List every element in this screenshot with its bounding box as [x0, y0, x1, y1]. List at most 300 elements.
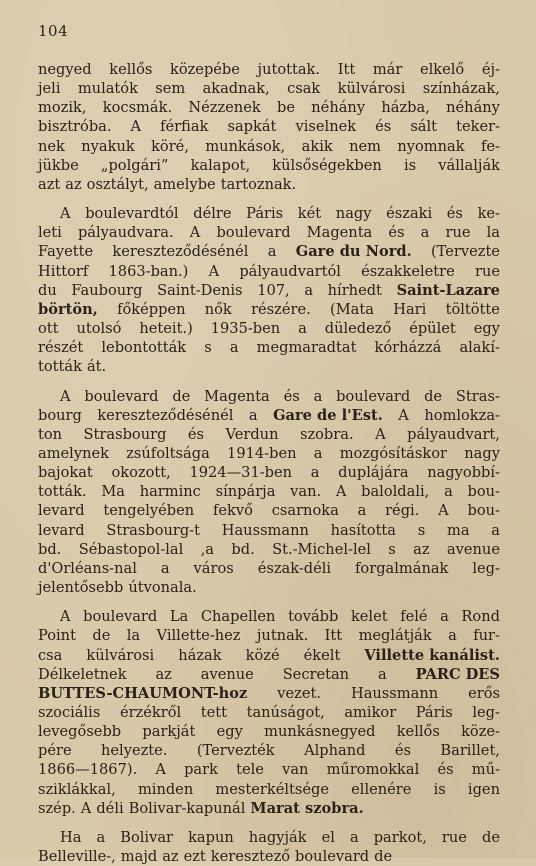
word: is: [403, 156, 417, 174]
text-line: [38, 300, 500, 319]
text-line: [38, 281, 500, 300]
word: mű-: [471, 761, 500, 779]
word: tartoznak.: [220, 175, 297, 193]
word: pére: [38, 742, 72, 760]
word: Ha: [60, 828, 82, 846]
word: és: [187, 425, 205, 443]
word: Páris: [246, 205, 284, 223]
word: köré,: [151, 137, 189, 155]
word: színházak,: [422, 80, 500, 98]
word: bajokat: [38, 464, 93, 482]
word: Itt: [324, 627, 343, 645]
word: megmaradtat: [256, 339, 357, 357]
word: 1924—31-ben: [189, 464, 293, 482]
word: el: [321, 828, 335, 846]
word: és: [375, 118, 392, 136]
word: amelybe: [153, 175, 216, 193]
text-line: [38, 607, 500, 626]
word: homlokza-: [424, 406, 500, 424]
word: börtön,: [38, 300, 98, 318]
word: tengelyében: [103, 502, 195, 520]
paragraph-gap: [38, 377, 500, 387]
word: már: [372, 61, 403, 78]
word: város: [193, 559, 234, 577]
word: de: [481, 828, 500, 846]
word: boulevard: [83, 608, 158, 626]
word: van: [282, 761, 309, 779]
word: Villette kanálist.: [364, 646, 500, 664]
word: de: [424, 387, 443, 405]
word: fe-: [480, 137, 500, 155]
word: Hittorf: [38, 262, 89, 280]
word: bou-: [467, 483, 500, 501]
word: Belleville-,: [38, 848, 116, 866]
word: levard: [38, 521, 85, 539]
text-line: [38, 559, 500, 578]
word: be: [277, 99, 295, 117]
word: leg-: [472, 704, 500, 721]
word: helyezte.: [101, 742, 168, 760]
word: csarnoka: [271, 502, 339, 520]
word: nem: [349, 137, 381, 155]
word: és: [437, 761, 454, 779]
word: elkelő: [419, 61, 465, 78]
word: a: [349, 828, 359, 846]
word: a: [248, 406, 258, 424]
word: d'Orléans-nal: [38, 559, 137, 577]
word: mozgósításkor: [339, 444, 447, 462]
word: akadnak,: [202, 80, 270, 98]
word: „polgári”: [100, 156, 169, 174]
word: északi: [386, 205, 433, 223]
word: tovább: [288, 608, 339, 626]
word: A: [335, 483, 347, 501]
word: a: [229, 339, 239, 357]
word: s: [417, 521, 426, 539]
word: negyed: [38, 61, 92, 78]
word: mulatók: [77, 80, 138, 98]
word: a: [448, 627, 457, 645]
word: csa: [38, 646, 63, 664]
word: amelynek: [38, 444, 109, 462]
word: fur-: [473, 627, 500, 645]
word: hagyják: [248, 828, 307, 846]
text-line: [38, 204, 500, 223]
word: a: [491, 521, 500, 539]
word: ott: [38, 320, 59, 338]
word: avenue: [200, 665, 254, 683]
word: mesterkéltsége: [215, 780, 329, 798]
word: és: [283, 387, 300, 405]
word: nagy: [335, 205, 372, 223]
word: la: [126, 627, 141, 645]
word: Strasbourg: [83, 425, 167, 443]
word: park: [184, 761, 218, 779]
word: Stras-: [455, 387, 500, 405]
word: parkját: [142, 723, 196, 741]
word: boulevard: [336, 387, 411, 405]
word: igen: [467, 780, 500, 798]
word: ellenére: [351, 780, 412, 798]
word: a: [313, 387, 323, 405]
word: levegősebb: [38, 723, 122, 741]
word: Ma: [101, 483, 125, 501]
text-line: [38, 741, 500, 760]
word: 1866—1867).: [38, 761, 138, 779]
word: szép.: [38, 799, 76, 817]
word: részét: [38, 339, 84, 357]
paragraph-gap: [38, 597, 500, 607]
word: pályaudvartól: [239, 262, 341, 280]
word: Barillet,: [440, 742, 500, 760]
word: töltötte: [445, 300, 500, 318]
word: Magenta: [204, 387, 270, 405]
word: jükbe: [38, 156, 79, 174]
word: is: [433, 780, 446, 798]
word: Haussmann: [350, 684, 439, 702]
word: Sébastopol-lal: [78, 540, 184, 558]
word: nyomnak: [397, 137, 465, 155]
text-line: [38, 722, 500, 741]
text-line: [38, 98, 500, 117]
text-line: [38, 137, 500, 156]
text-line: [38, 242, 500, 261]
paragraph: [38, 60, 500, 194]
text-line: [38, 60, 500, 79]
word: (Tervezték: [196, 742, 275, 760]
paragraph: [38, 204, 500, 376]
word: kellős: [109, 61, 153, 78]
word: boulevard: [216, 224, 291, 242]
word: külvárosi: [86, 646, 155, 664]
word: hírhedt: [327, 281, 382, 299]
text-line: [38, 338, 500, 357]
word: A: [60, 608, 71, 626]
word: bd.: [231, 540, 255, 558]
word: St.-Michel-lel: [272, 540, 371, 558]
word: mozik,: [38, 99, 87, 117]
text-line: [38, 482, 500, 501]
word: La: [169, 608, 189, 626]
word: ke-: [477, 205, 500, 223]
word: zsúfoltsága: [126, 444, 210, 462]
text-line: [38, 156, 500, 175]
word: a: [420, 224, 430, 242]
text-line: [38, 387, 500, 406]
word: ma: [447, 521, 470, 539]
word: tották.: [38, 483, 87, 501]
text-line: [38, 501, 500, 520]
text-line: [38, 703, 500, 722]
word: tele: [236, 761, 264, 779]
word: észak-déli: [257, 559, 332, 577]
word: okozott,: [111, 464, 171, 482]
word: A: [208, 262, 220, 280]
word: utolsó: [76, 320, 122, 338]
word: nők: [204, 300, 232, 318]
word: heteit.): [139, 320, 193, 338]
word: Bolivar-kapunál: [128, 799, 246, 817]
word: A: [375, 425, 386, 443]
word: akik: [301, 137, 333, 155]
word: Verdun: [225, 425, 279, 443]
text-line: [38, 665, 500, 684]
word: kalapot,: [190, 156, 251, 174]
word: rue: [474, 262, 500, 280]
word: duplájára: [338, 464, 409, 482]
word: A: [155, 761, 166, 779]
word: (Tervezte: [430, 243, 500, 261]
word: ‚a: [200, 540, 215, 558]
word: Chapellen: [200, 608, 276, 626]
text-line: [38, 406, 500, 425]
word: kereszteződésénél: [97, 406, 234, 424]
word: bou-: [467, 502, 500, 520]
word: szobra.: [299, 425, 354, 443]
word: van.: [290, 483, 322, 501]
word: kocsmák.: [102, 99, 173, 117]
word: BUTTES-CHAUMONT-hoz: [38, 684, 248, 702]
word: kapun: [188, 828, 234, 846]
word: meglátják: [358, 627, 432, 645]
text-line: [38, 646, 500, 665]
word: férfiak: [160, 118, 209, 136]
word: vállalják: [438, 156, 500, 174]
word: Délkeletnek: [38, 665, 127, 683]
word: jutnak.: [256, 627, 309, 645]
text-line: [38, 578, 500, 597]
word: A: [438, 502, 449, 520]
text-line: [38, 319, 500, 338]
word: közé: [245, 646, 280, 664]
word: házba,: [381, 99, 430, 117]
word: A: [60, 205, 71, 223]
text-line: [38, 262, 500, 281]
word: főképpen: [117, 300, 186, 318]
word: bisztróba.: [38, 118, 112, 136]
text-line: [38, 684, 500, 703]
word: boulevard: [295, 848, 370, 866]
word: jeli: [38, 80, 61, 98]
word: és: [446, 205, 463, 223]
word: Páris: [415, 704, 453, 721]
word: és: [394, 742, 411, 760]
word: az: [65, 175, 82, 193]
word: Secretan: [282, 665, 350, 683]
word: a: [440, 608, 449, 626]
word: (Mata: [330, 300, 374, 318]
word: néhány: [311, 99, 366, 117]
word: harminc: [139, 483, 201, 501]
text-line: [38, 828, 500, 847]
word: A: [60, 387, 71, 405]
word: leg-: [472, 559, 500, 577]
word: viselnek: [295, 118, 357, 136]
word: csak: [287, 80, 321, 98]
word: a: [267, 243, 277, 261]
word: levard: [38, 502, 85, 520]
word: avenue: [446, 540, 500, 558]
word: közepébe: [169, 61, 240, 78]
word: a: [377, 665, 387, 683]
word: és: [388, 224, 405, 242]
word: munkásnegyed: [264, 723, 376, 741]
word: Gare de l'Est.: [273, 406, 383, 424]
word: baloldali,: [361, 483, 430, 501]
word: ékelt: [303, 646, 341, 664]
word: Nézzenek: [188, 99, 261, 117]
word: Magenta: [306, 224, 373, 242]
word: ton: [38, 425, 63, 443]
paragraph-gap: [38, 194, 500, 204]
word: nagy: [464, 444, 500, 462]
word: a: [310, 464, 320, 482]
book-page: [38, 22, 500, 866]
word: Faubourg: [71, 281, 143, 299]
word: a: [444, 483, 453, 501]
word: kereszteződésénél: [112, 243, 249, 261]
page-number: 104: [38, 22, 69, 40]
word: Itt: [337, 61, 356, 78]
text-line: [38, 444, 500, 463]
word: át.: [86, 358, 107, 376]
text-line: [38, 760, 500, 779]
word: pályaudvara.: [77, 224, 174, 242]
word: Saint-Lazare: [396, 281, 500, 299]
word: sapkát: [227, 118, 277, 136]
word: boulevard: [84, 387, 159, 405]
word: Alphand: [304, 742, 366, 760]
text-line: [38, 357, 500, 376]
word: a: [160, 559, 170, 577]
word: A: [80, 799, 92, 817]
word: A: [398, 406, 409, 424]
word: északkeletre: [361, 262, 455, 280]
word: Hari: [393, 300, 427, 318]
word: teker-: [456, 118, 500, 136]
word: azt: [38, 175, 61, 193]
word: leti: [38, 224, 62, 242]
word: nek: [38, 137, 65, 155]
word: kellős: [396, 723, 440, 741]
word: lebontották: [101, 339, 187, 357]
word: jelentősebb: [38, 579, 124, 597]
text-line: [38, 117, 500, 136]
word: az: [155, 665, 172, 683]
word: du: [38, 281, 57, 299]
paragraph: [38, 607, 500, 818]
text-line: [38, 780, 500, 799]
word: két: [297, 205, 322, 223]
word: A: [130, 118, 142, 136]
word: amikor: [344, 704, 397, 721]
word: műromokkal: [326, 761, 420, 779]
word: a: [313, 444, 323, 462]
word: néhány: [446, 99, 500, 117]
word: az: [413, 540, 430, 558]
word: nyakuk: [81, 137, 135, 155]
word: a: [304, 281, 314, 299]
word: la: [486, 224, 500, 242]
text-line: [38, 540, 500, 559]
word: sínpárja: [215, 483, 276, 501]
word: egy: [216, 723, 243, 741]
paragraph: [38, 828, 500, 866]
word: a: [96, 828, 106, 846]
paragraph-gap: [38, 818, 500, 828]
text-line: [38, 521, 500, 540]
word: Villette-hez: [156, 627, 241, 645]
word: 107,: [257, 281, 290, 299]
word: rue: [445, 224, 471, 242]
word: vezet.: [277, 684, 321, 702]
word: s: [388, 540, 396, 558]
word: Rond: [461, 608, 500, 626]
word: 1863-ban.): [108, 262, 189, 280]
word: fekvő: [212, 502, 253, 520]
word: parkot,: [373, 828, 427, 846]
word: majd: [120, 848, 158, 866]
word: bourg: [38, 406, 82, 424]
text-line: [38, 799, 500, 818]
text-line: [38, 425, 500, 444]
word: Bolivar: [120, 828, 174, 846]
word: erős: [468, 684, 500, 702]
word: düledező: [324, 320, 392, 338]
word: PARC DES: [415, 665, 500, 683]
word: külsőségekben: [272, 156, 382, 174]
word: A: [189, 224, 201, 242]
word: a: [298, 320, 307, 338]
word: keresztező: [210, 848, 291, 866]
word: déli: [96, 799, 124, 817]
word: boulevardtól: [85, 205, 179, 223]
word: de: [374, 848, 393, 866]
text-line: [38, 847, 500, 866]
word: Gare du Nord.: [295, 243, 412, 261]
word: sált: [410, 118, 438, 136]
word: forgalmának: [355, 559, 449, 577]
text-line: [38, 626, 500, 645]
word: útvonala.: [128, 579, 197, 597]
word: jutottak.: [257, 61, 321, 78]
word: s: [204, 339, 212, 357]
word: Fayette: [38, 243, 94, 261]
word: hasította: [330, 521, 396, 539]
word: tett: [200, 704, 227, 721]
word: régi.: [385, 502, 420, 520]
text-line: [38, 79, 500, 98]
text-line: [38, 175, 500, 194]
word: külvárosi: [337, 80, 406, 98]
word: minden: [137, 780, 194, 798]
word: Marat szobra.: [250, 799, 364, 817]
word: Strasbourg-t: [106, 521, 200, 539]
word: egy: [473, 320, 500, 338]
word: 1935-ben: [210, 320, 281, 338]
word: de: [92, 627, 111, 645]
word: alakí-: [459, 339, 500, 357]
word: rue: [441, 828, 467, 846]
word: délre: [193, 205, 232, 223]
word: érzékről: [119, 704, 182, 721]
word: Saint-Denis: [157, 281, 243, 299]
word: Point: [38, 627, 76, 645]
word: épület: [409, 320, 456, 338]
word: felé: [400, 608, 428, 626]
word: részére.: [251, 300, 311, 318]
word: az: [162, 848, 179, 866]
